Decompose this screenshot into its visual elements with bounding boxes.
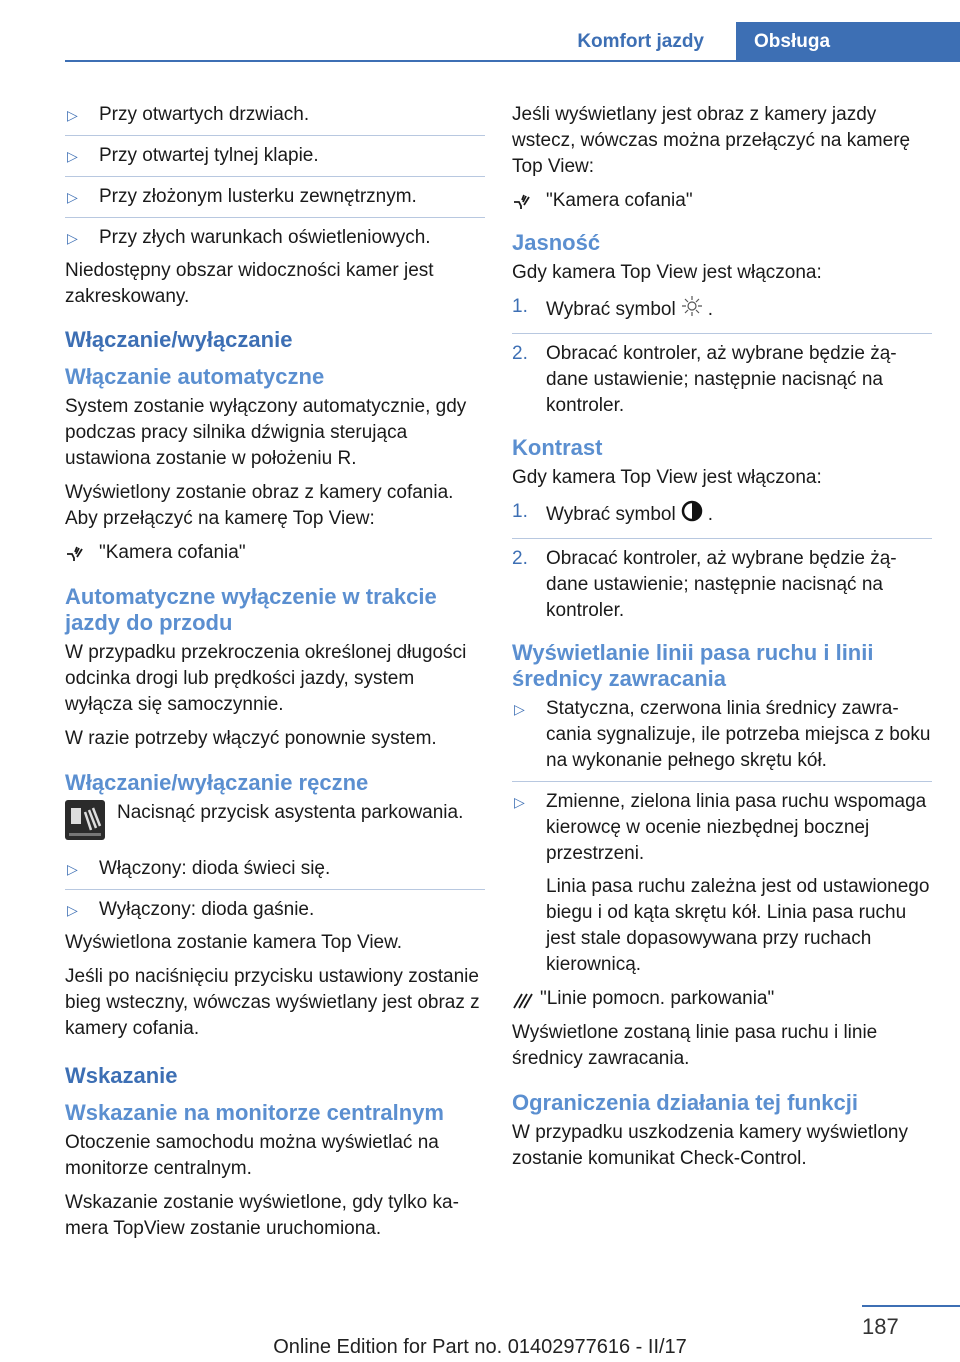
triangle-bullet-icon: ▷ [67, 107, 78, 123]
list-item-text: Zmienne, zielona linia pasa ruchu wspomaga kierowcę w ocenie niezbędnej bocznej przestrzeni. [546, 791, 927, 864]
heading-monitor: Wskazanie na monitorze centralnym [65, 1100, 444, 1125]
paragraph: Linia pasa ruchu zależna jest od ustawionego biegu i od kąta skrętu kół. Linia pasa ruchu jest stale dopasowywana przy ruchach kierownicą. [546, 876, 930, 975]
brightness-sun-icon [680, 294, 704, 326]
heading-switch: Włączanie/wyłączanie [65, 327, 293, 352]
heading-auto-on: Włączanie automatyczne [65, 364, 325, 389]
divider [65, 176, 485, 177]
triangle-bullet-icon: ▷ [67, 902, 78, 918]
list-item-text: Przy złych warunkach oświetleniowych. [99, 227, 431, 248]
triangle-bullet-icon: ▷ [514, 701, 525, 717]
parking-lines-icon [512, 990, 534, 1010]
divider [512, 781, 932, 782]
parking-assistant-button-icon [65, 800, 105, 840]
step-text: Wybrać symbol [546, 299, 676, 321]
triangle-bullet-icon: ▷ [67, 230, 78, 246]
step-text: Obracać kontroler, aż wybrane będzie żądane ustawienie; następnie nacisnąć na kontroler. [546, 548, 897, 621]
paragraph: Otoczenie samochodu można wyświetlać na monitorze centralnym. [65, 1132, 439, 1179]
step-number: 1. [512, 501, 528, 522]
step-text: Wybrać symbol [546, 504, 676, 526]
heading-manual: Włączanie/wyłączanie ręczne [65, 770, 369, 795]
step-text: Obracać kontroler, aż wybrane będzie żądane ustawienie; następnie nacisnąć na kontroler. [546, 343, 897, 416]
step-item [512, 341, 932, 419]
contrast-circle-icon [680, 499, 704, 531]
paragraph: W razie potrzeby włączyć ponownie system. [65, 728, 437, 749]
step-number: 2. [512, 343, 528, 364]
header-section: Komfort jazdy [577, 31, 704, 52]
camera-switch-icon [65, 544, 87, 562]
menu-entry: "Kamera cofania" [99, 542, 246, 563]
button-instruction: Nacisnąć przycisk asystenta parkowania. [117, 802, 464, 823]
triangle-bullet-icon: ▷ [514, 794, 525, 810]
divider [65, 135, 485, 136]
divider [65, 889, 485, 890]
divider [65, 217, 485, 218]
heading-display: Wskazanie [65, 1063, 178, 1088]
paragraph: W przypadku przekroczenia określonej długości odcinka drogi lub prędkości jazdy, system wyłącza się samoczynnie. [65, 642, 467, 715]
paragraph: Jeśli po naciśnięciu przycisku ustawiony zostanie bieg wsteczny, wówczas wyświetlany jest obraz z kamery cofania. [65, 966, 480, 1039]
paragraph: Jeśli wyświetlany jest obraz z kamery jazdy wstecz, wówczas można przełączyć na kamerę Top View: [512, 104, 911, 177]
header-tab: Obsługa [736, 22, 960, 62]
page-header [0, 0, 960, 62]
menu-entry: "Kamera cofania" [546, 190, 693, 211]
paragraph: Gdy kamera Top View jest włączona: [512, 467, 822, 488]
step-item [512, 294, 932, 326]
parking-button-line [65, 800, 485, 844]
menu-camera-line [65, 540, 485, 566]
list-item-text: Przy otwartej tylnej klapie. [99, 145, 319, 166]
list-item [512, 789, 932, 867]
heading-auto-off: Automatyczne wyłączenie w trakcie jazdy do przodu [65, 584, 437, 635]
edition-note: Online Edition for Part no. 01402977616 - II/17 [273, 1336, 687, 1358]
list-item-text: Włączony: dioda świeci się. [99, 858, 331, 879]
step-text-end: . [707, 504, 713, 526]
paragraph: Gdy kamera Top View jest włączona: [512, 262, 822, 283]
step-item [512, 546, 932, 624]
list-item [65, 897, 485, 923]
paragraph: Niedostępny obszar widoczności kamer jest zakreskowany. [65, 260, 434, 307]
step-number: 2. [512, 548, 528, 569]
right-column [512, 102, 932, 1180]
step-item [512, 499, 932, 531]
paragraph: W przypadku uszkodzenia kamery wyświetlony zostanie komunikat Check-Control. [512, 1122, 908, 1169]
page-number-rule [862, 1305, 960, 1307]
paragraph: Wyświetlone zostaną linie pasa ruchu i linie średnicy zawracania. [512, 1022, 878, 1069]
heading-lines: Wyświetlanie linii pasa ruchu i linii średnicy zawracania [512, 640, 874, 691]
heading-contrast: Kontrast [512, 435, 603, 460]
paragraph: System zostanie wyłączony automatycznie, gdy podczas pracy silnika dźwignia sterująca ustawiona zostanie w położeniu R. [65, 396, 467, 469]
header-rule [65, 60, 960, 62]
paragraph: Wyświetlona zostanie kamera Top View. [65, 932, 403, 953]
triangle-bullet-icon: ▷ [67, 861, 78, 877]
triangle-bullet-icon: ▷ [67, 189, 78, 205]
menu-camera-line [512, 188, 932, 214]
list-item [65, 143, 485, 169]
paragraph: Wskazanie zostanie wyświetlone, gdy tylko kamera TopView zostanie uruchomiona. [65, 1192, 459, 1239]
list-item [65, 856, 485, 882]
menu-lines-line [512, 986, 932, 1012]
paragraph: Wyświetlony zostanie obraz z kamery cofania. Aby przełączyć na kamerę Top View: [65, 482, 454, 529]
list-item [65, 184, 485, 210]
heading-brightness: Jasność [512, 230, 601, 255]
list-item-text: Przy złożonym lusterku zewnętrznym. [99, 186, 417, 207]
step-number: 1. [512, 296, 528, 317]
page-number: 187 [862, 1314, 899, 1339]
list-item [512, 696, 932, 774]
triangle-bullet-icon: ▷ [67, 148, 78, 164]
camera-switch-icon [512, 192, 534, 210]
list-item [65, 102, 485, 128]
divider [512, 538, 932, 539]
left-column [65, 102, 485, 1250]
menu-entry: "Linie pomocn. parkowania" [540, 988, 775, 1009]
list-item-text: Statyczna, czerwona linia średnicy zawracania sygnalizuje, ile potrzeba miejsca z boku na wykonanie pełnego skrętu kół. [546, 698, 931, 771]
step-text-end: . [707, 299, 713, 321]
list-item-text: Przy otwartych drzwiach. [99, 104, 310, 125]
heading-limits: Ograniczenia działania tej funkcji [512, 1090, 858, 1115]
divider [512, 333, 932, 334]
list-item-text: Wyłączony: dioda gaśnie. [99, 899, 315, 920]
list-item [65, 225, 485, 251]
